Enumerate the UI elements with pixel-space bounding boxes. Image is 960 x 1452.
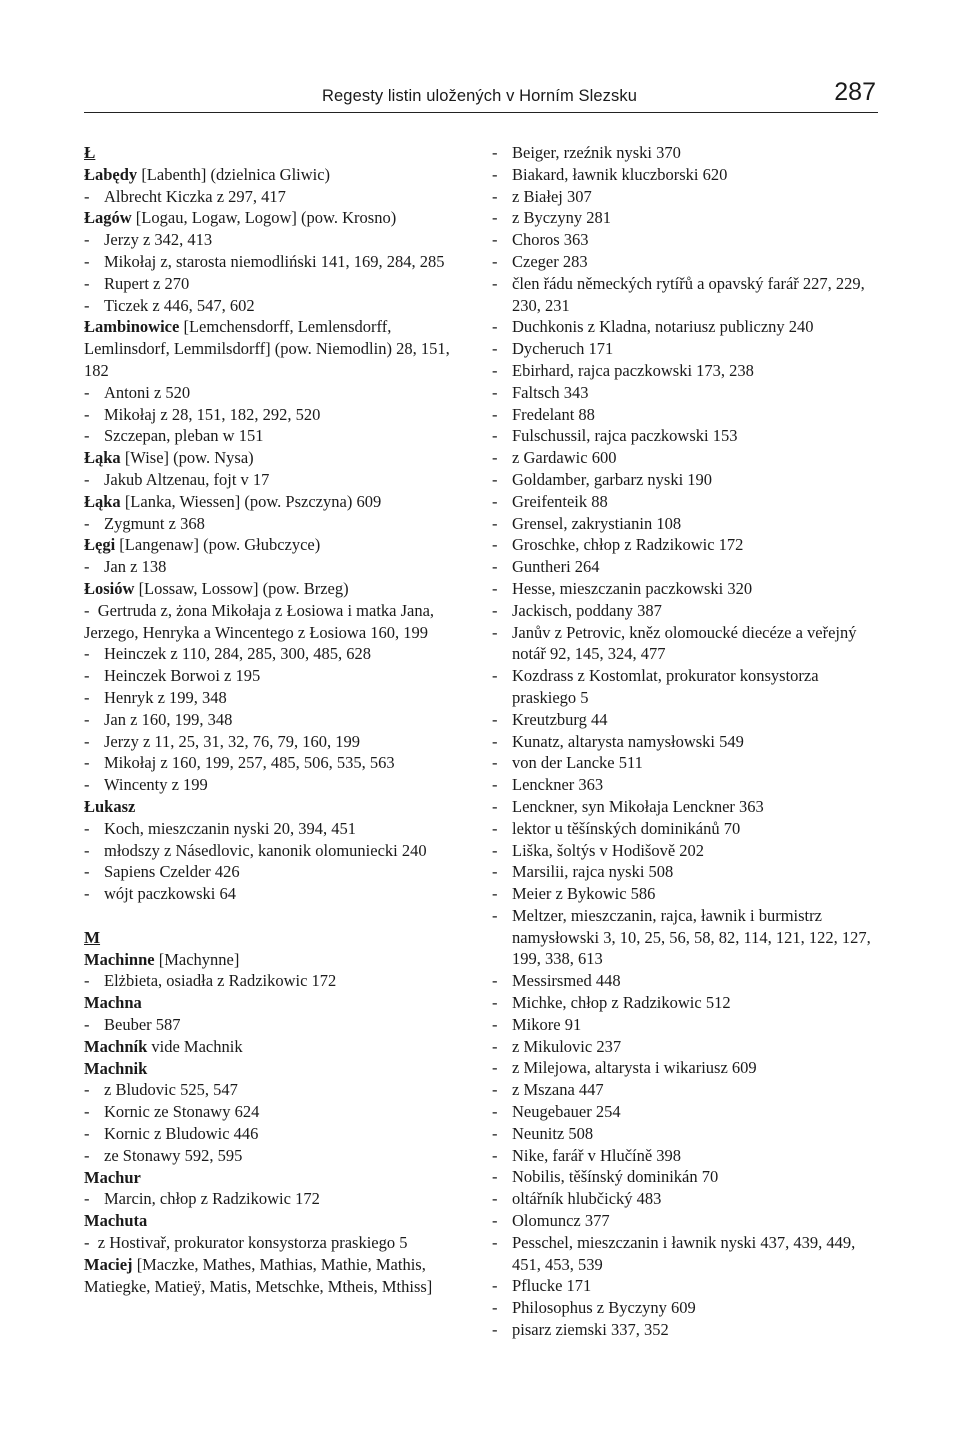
dash-marker: -	[84, 644, 90, 664]
index-subentry	[84, 709, 464, 731]
dash-marker: -	[492, 905, 498, 925]
index-subentry	[492, 1123, 882, 1145]
entry-headword: Łąka	[84, 448, 121, 468]
dash-marker: -	[84, 295, 90, 315]
index-subentry	[84, 1145, 464, 1167]
index-entry	[84, 491, 464, 513]
subentry-text: ze Stonawy 592, 595	[104, 1145, 243, 1165]
subentry-text: Duchkonis z Kladna, notariusz publiczny 240	[512, 317, 814, 337]
entry-details: [Lemchensdorff, Lemlensdorff, Lemlinsdorf, Lemmilsdorff] (pow. Niemodlin) 28, 151, 182	[84, 317, 450, 380]
dash-marker: -	[84, 731, 90, 751]
dash-marker: -	[84, 1189, 90, 1209]
subentry-text: Rupert z 270	[104, 273, 190, 293]
subentry-text: Pesschel, mieszczanin i ławnik nyski 437, 439, 449, 451, 453, 539	[512, 1232, 856, 1274]
subentry-text: Liška, šoltýs v Hodišově 202	[512, 840, 705, 860]
index-subentry	[492, 905, 882, 970]
dash-marker: -	[84, 469, 90, 489]
index-entry	[84, 796, 464, 818]
dash-marker: -	[84, 1233, 98, 1253]
subentry-text: Ebirhard, rajca paczkowski 173, 238	[512, 360, 754, 380]
dash-marker: -	[492, 1102, 498, 1122]
dash-marker: -	[492, 775, 498, 795]
index-subentry	[492, 556, 882, 578]
entry-details: vide Machnik	[147, 1036, 243, 1056]
entry-headword: Łęgi	[84, 535, 116, 555]
index-subentry	[492, 338, 882, 360]
dash-marker: -	[492, 1276, 498, 1296]
subentry-text: Fulschussil, rajca paczkowski 153	[512, 426, 738, 446]
entry-headword: Łąka	[84, 491, 121, 511]
subentry-text: Kunatz, altarysta namysłowski 549	[512, 731, 744, 751]
dash-marker: -	[492, 448, 498, 468]
dash-marker: -	[84, 513, 90, 533]
index-subentry	[492, 229, 882, 251]
subentry-text: Jakub Altzenau, fojt v 17	[104, 469, 270, 489]
page-number: 287	[834, 78, 876, 106]
subentry-text: Jan z 138	[104, 557, 167, 577]
index-subentry	[492, 796, 882, 818]
subentry-text: Biakard, ławnik kluczborski 620	[512, 164, 728, 184]
index-entry	[84, 992, 464, 1014]
subentry-text: Heinczek Borwoi z 195	[104, 666, 261, 686]
subentry-text: z Mikulovic 237	[512, 1036, 622, 1056]
dash-marker: -	[84, 709, 90, 729]
subentry-text: Marcin, chłop z Radzikowic 172	[104, 1189, 320, 1209]
dash-marker: -	[492, 753, 498, 773]
index-subentry	[492, 1275, 882, 1297]
subentry-text: Dycheruch 171	[512, 339, 614, 359]
dash-marker: -	[492, 1145, 498, 1165]
dash-marker: -	[84, 971, 90, 991]
dash-marker: -	[492, 666, 498, 686]
index-subentry	[492, 186, 882, 208]
dash-marker: -	[492, 513, 498, 533]
index-subentry	[84, 752, 464, 774]
dash-marker: -	[492, 1167, 498, 1187]
subentry-text: pisarz ziemski 337, 352	[512, 1320, 669, 1340]
index-column-right	[492, 142, 882, 1341]
subentry-text: Albrecht Kiczka z 297, 417	[104, 186, 286, 206]
subentry-text: Kreutzburg 44	[512, 709, 608, 729]
entry-details: [Lossaw, Lossow] (pow. Brzeg)	[134, 578, 349, 598]
dash-marker: -	[492, 143, 498, 162]
dash-marker: -	[492, 186, 498, 206]
entry-details: [Logau, Logaw, Logow] (pow. Krosno)	[131, 208, 397, 228]
index-subentry	[492, 1297, 882, 1319]
dash-marker: -	[492, 469, 498, 489]
subentry-text: von der Lancke 511	[512, 753, 643, 773]
index-subentry	[492, 861, 882, 883]
index-subentry	[84, 687, 464, 709]
index-subentry	[492, 447, 882, 469]
dash-marker: -	[84, 273, 90, 293]
index-subentry	[492, 840, 882, 862]
subentry-text: Beuber 587	[104, 1015, 181, 1035]
dash-marker: -	[84, 1015, 90, 1035]
subentry-text: Mikołaj z 28, 151, 182, 292, 520	[104, 404, 321, 424]
index-subentry	[492, 469, 882, 491]
subentry-text: Gertruda z, żona Mikołaja z Łosiowa i matka Jana, Jerzego, Henryka a Wincentego z Łosiowa 160, 199	[84, 600, 435, 642]
index-subentry	[84, 1101, 464, 1123]
dash-marker: -	[492, 600, 498, 620]
subentry-text: Nike, farář v Hlučíně 398	[512, 1145, 682, 1165]
index-subentry	[492, 1036, 882, 1058]
entry-headword: Machuta	[84, 1211, 148, 1231]
index-subentry	[84, 295, 464, 317]
dash-marker: -	[492, 339, 498, 359]
dash-marker: -	[492, 164, 498, 184]
dash-marker: -	[492, 818, 498, 838]
entry-headword: Machur	[84, 1167, 141, 1187]
index-subentry	[84, 840, 464, 862]
subentry-text: Koch, mieszczanin nyski 20, 394, 451	[104, 818, 357, 838]
index-subentry	[492, 207, 882, 229]
dash-marker: -	[492, 971, 498, 991]
subentry-text: Goldamber, garbarz nyski 190	[512, 469, 713, 489]
dash-marker: -	[84, 1124, 90, 1144]
dash-marker: -	[84, 382, 90, 402]
subentry-text: Kornic ze Stonawy 624	[104, 1102, 260, 1122]
subentry-text: wójt paczkowski 64	[104, 884, 236, 904]
index-subentry	[492, 491, 882, 513]
running-title: Regesty listin uložených v Horním Slezsku	[322, 87, 637, 105]
running-header	[84, 80, 880, 116]
index-subentry	[492, 1145, 882, 1167]
dash-marker: -	[492, 884, 498, 904]
subentry-text: Jan z 160, 199, 348	[104, 709, 233, 729]
subentry-text: z Milejowa, altarysta i wikariusz 609	[512, 1058, 757, 1078]
index-subentry	[84, 665, 464, 687]
subentry-text: Wincenty z 199	[104, 775, 208, 795]
entry-headword: Maciej	[84, 1254, 133, 1274]
dash-marker: -	[492, 731, 498, 751]
index-subentry	[492, 251, 882, 273]
section-letter: Ł	[84, 143, 96, 162]
dash-marker: -	[84, 840, 90, 860]
subentry-text: z Byczyny 281	[512, 208, 611, 228]
dash-marker: -	[84, 753, 90, 773]
subentry-text: Faltsch 343	[512, 382, 589, 402]
index-entry	[84, 1254, 464, 1298]
index-subentry	[84, 404, 464, 426]
index-subentry	[492, 774, 882, 796]
subentry-text: Guntheri 264	[512, 557, 600, 577]
subentry-text: Nobilis, těšínský dominikán 70	[512, 1167, 719, 1187]
dash-marker: -	[84, 1145, 90, 1165]
entry-headword: Łagów	[84, 208, 132, 228]
subentry-text: Fredelant 88	[512, 404, 595, 424]
subentry-text: Czeger 283	[512, 251, 588, 271]
subentry-text: Mikołaj z 160, 199, 257, 485, 506, 535, 563	[104, 753, 395, 773]
index-subentry	[84, 1188, 464, 1210]
subentry-text: Meier z Bykowic 586	[512, 884, 656, 904]
index-subentry	[492, 1079, 882, 1101]
subentry-text: Philosophus z Byczyny 609	[512, 1298, 696, 1318]
index-subentry	[492, 752, 882, 774]
subentry-text: Szczepan, pleban w 151	[104, 426, 264, 446]
subentry-text: Jerzy z 11, 25, 31, 32, 76, 79, 160, 199	[104, 731, 361, 751]
dash-marker: -	[492, 1298, 498, 1318]
subentry-text: z Hostivař, prokurator konsystorza praskiego 5	[97, 1233, 408, 1253]
dash-marker: -	[84, 666, 90, 686]
index-subentry	[492, 992, 882, 1014]
index-subentry	[492, 622, 882, 666]
index-subentry	[84, 513, 464, 535]
subentry-text: z Gardawic 600	[512, 448, 617, 468]
index-entry	[84, 1210, 464, 1232]
index-subentry	[492, 970, 882, 992]
dash-marker: -	[492, 862, 498, 882]
dash-marker: -	[492, 535, 498, 555]
index-subentry	[492, 709, 882, 731]
subentry-text: Ticzek z 446, 547, 602	[104, 295, 255, 315]
dash-marker: -	[492, 1211, 498, 1231]
subentry-text: z Białej 307	[512, 186, 592, 206]
subentry-text: Grensel, zakrystianin 108	[512, 513, 682, 533]
index-subentry	[84, 186, 464, 208]
entry-headword: Machinne	[84, 949, 155, 969]
subentry-text: Marsilii, rajca nyski 508	[512, 862, 674, 882]
index-subentry	[84, 469, 464, 491]
index-subentry	[492, 1319, 882, 1341]
subentry-text: Janův z Petrovic, kněz olomoucké diecéze a veřejný notář 92, 145, 324, 477	[512, 622, 857, 664]
index-subentry	[492, 818, 882, 840]
index-entry	[84, 1036, 464, 1058]
dash-marker: -	[492, 622, 498, 642]
dash-marker: -	[84, 251, 90, 271]
subentry-text: Henryk z 199, 348	[104, 687, 227, 707]
dash-marker: -	[492, 251, 498, 271]
index-subentry	[492, 600, 882, 622]
dash-marker: -	[84, 557, 90, 577]
entry-details: [Wise] (pow. Nysa)	[120, 448, 254, 468]
subentry-text: oltářník hlubčický 483	[512, 1189, 662, 1209]
index-subentry	[492, 360, 882, 382]
entry-headword: Machnik	[84, 1058, 148, 1078]
index-subentry	[84, 1232, 464, 1254]
dash-marker: -	[492, 230, 498, 250]
entry-headword: Łukasz	[84, 796, 136, 816]
subentry-text: Greifenteik 88	[512, 491, 608, 511]
dash-marker: -	[492, 1320, 498, 1340]
index-subentry	[492, 883, 882, 905]
index-entry	[84, 207, 464, 229]
subentry-text: Jerzy z 342, 413	[104, 230, 213, 250]
entry-headword: Machna	[84, 993, 142, 1013]
subentry-text: Neugebauer 254	[512, 1102, 621, 1122]
index-subentry	[492, 1210, 882, 1232]
subentry-text: z Mszana 447	[512, 1080, 604, 1100]
index-subentry	[492, 164, 882, 186]
dash-marker: -	[492, 273, 498, 293]
dash-marker: -	[84, 1102, 90, 1122]
entry-details: [Maczke, Mathes, Mathias, Mathie, Mathis, Matiegke, Matieÿ, Matis, Metschke, Mtheis, Mthiss]	[84, 1254, 433, 1296]
subentry-text: Kornic z Bludowic 446	[104, 1124, 259, 1144]
subentry-text: Meltzer, mieszczanin, rajca, ławnik i burmistrz namysłowski 3, 10, 25, 56, 58, 82, 114, 121, 122, 127, 199, 338, 613	[512, 905, 871, 969]
dash-marker: -	[492, 1189, 498, 1209]
dash-marker: -	[84, 884, 90, 904]
dash-marker: -	[492, 1058, 498, 1078]
index-subentry	[492, 273, 882, 317]
dash-marker: -	[84, 186, 90, 206]
index-subentry	[84, 643, 464, 665]
section-gap	[84, 905, 464, 927]
index-column-left	[84, 142, 464, 1297]
dash-marker: -	[492, 426, 498, 446]
index-subentry	[492, 1166, 882, 1188]
index-subentry	[492, 665, 882, 709]
index-subentry	[84, 600, 464, 644]
index-subentry	[84, 818, 464, 840]
index-entry	[84, 164, 464, 186]
index-subentry	[84, 861, 464, 883]
dash-marker: -	[492, 317, 498, 337]
entry-details: [Machynne]	[154, 949, 240, 969]
index-subentry	[84, 382, 464, 404]
entry-headword: Łosiów	[84, 578, 135, 598]
dash-marker: -	[84, 404, 90, 424]
index-subentry	[492, 1188, 882, 1210]
index-subentry	[84, 883, 464, 905]
subentry-text: z Bludovic 525, 547	[104, 1080, 238, 1100]
subentry-text: Mikore 91	[512, 1014, 582, 1034]
entry-headword: Łambinowice	[84, 317, 180, 337]
index-entry	[84, 1058, 464, 1080]
dash-marker: -	[492, 208, 498, 228]
index-subentry	[84, 1079, 464, 1101]
subentry-text: Michke, chłop z Radzikowic 512	[512, 993, 731, 1013]
subentry-text: Lenckner, syn Mikołaja Lenckner 363	[512, 796, 764, 816]
subentry-text: Messirsmed 448	[512, 971, 621, 991]
header-rule	[84, 112, 878, 113]
subentry-text: lektor u těšínských dominikánů 70	[512, 818, 741, 838]
subentry-text: młodszy z Násedlovic, kanonik olomuniecki 240	[104, 840, 427, 860]
subentry-text: Zygmunt z 368	[104, 513, 205, 533]
index-entry	[84, 949, 464, 971]
dash-marker: -	[84, 862, 90, 882]
subentry-text: Kozdrass z Kostomlat, prokurator konsystorza praskiego 5	[512, 666, 819, 707]
index-subentry	[84, 273, 464, 295]
index-subentry	[492, 316, 882, 338]
index-subentry	[492, 1232, 882, 1276]
index-subentry	[492, 534, 882, 556]
entry-details: [Lanka, Wiessen] (pow. Pszczyna) 609	[120, 491, 382, 511]
index-subentry	[492, 382, 882, 404]
index-subentry	[492, 731, 882, 753]
subentry-text: Beiger, rzeźnik nyski 370	[512, 143, 681, 162]
dash-marker: -	[84, 1080, 90, 1100]
index-subentry	[84, 251, 464, 273]
subentry-text: Mikołaj z, starosta niemodliński 141, 169, 284, 285	[104, 251, 445, 271]
dash-marker: -	[492, 578, 498, 598]
index-subentry	[492, 513, 882, 535]
subentry-text: Lenckner 363	[512, 775, 604, 795]
subentry-text: Elżbieta, osiadła z Radzikowic 172	[104, 971, 337, 991]
dash-marker: -	[84, 775, 90, 795]
index-subentry	[492, 578, 882, 600]
index-subentry	[84, 1123, 464, 1145]
index-entry	[84, 578, 464, 600]
dash-marker: -	[84, 818, 90, 838]
dash-marker: -	[492, 993, 498, 1013]
index-entry	[84, 447, 464, 469]
index-subentry	[492, 404, 882, 426]
subentry-text: Groschke, chłop z Radzikowic 172	[512, 535, 744, 555]
subentry-text: Pflucke 171	[512, 1276, 592, 1296]
index-subentry	[492, 1057, 882, 1079]
dash-marker: -	[492, 1232, 498, 1252]
subentry-text: Antoni z 520	[104, 382, 191, 402]
subentry-text: člen řádu německých rytířů a opavský farář 227, 229, 230, 231	[512, 273, 865, 315]
subentry-text: Olomuncz 377	[512, 1211, 610, 1231]
entry-details: [Langenaw] (pow. Głubczyce)	[115, 535, 321, 555]
dash-marker: -	[84, 230, 90, 250]
subentry-text: Jackisch, poddany 387	[512, 600, 662, 620]
subentry-text: Choros 363	[512, 230, 589, 250]
subentry-text: Heinczek z 110, 284, 285, 300, 485, 628	[104, 644, 372, 664]
index-subentry	[492, 425, 882, 447]
dash-marker: -	[492, 382, 498, 402]
section-letter: M	[84, 927, 101, 947]
dash-marker: -	[492, 709, 498, 729]
dash-marker: -	[492, 557, 498, 577]
dash-marker: -	[84, 600, 98, 620]
index-subentry	[84, 425, 464, 447]
dash-marker: -	[492, 1014, 498, 1034]
entry-details: [Labenth] (dzielnica Gliwic)	[137, 164, 331, 184]
subentry-text: Hesse, mieszczanin paczkowski 320	[512, 578, 753, 598]
index-subentry	[84, 1014, 464, 1036]
dash-marker: -	[492, 360, 498, 380]
dash-marker: -	[492, 1036, 498, 1056]
index-subentry	[84, 774, 464, 796]
index-subentry	[492, 1101, 882, 1123]
index-subentry	[84, 229, 464, 251]
dash-marker: -	[84, 426, 90, 446]
index-subentry	[84, 970, 464, 992]
index-subentry	[492, 142, 882, 164]
dash-marker: -	[492, 1123, 498, 1143]
dash-marker: -	[492, 1080, 498, 1100]
subentry-text: Sapiens Czelder 426	[104, 862, 240, 882]
dash-marker: -	[492, 796, 498, 816]
index-subentry	[84, 556, 464, 578]
index-entry	[84, 316, 464, 381]
dash-marker: -	[492, 491, 498, 511]
dash-marker: -	[84, 687, 90, 707]
dash-marker: -	[492, 404, 498, 424]
index-subentry	[492, 1014, 882, 1036]
subentry-text: Neunitz 508	[512, 1123, 594, 1143]
dash-marker: -	[492, 840, 498, 860]
entry-headword: Łabędy	[84, 164, 138, 184]
index-entry	[84, 1167, 464, 1189]
index-subentry	[84, 731, 464, 753]
index-entry	[84, 534, 464, 556]
entry-headword: Machník	[84, 1036, 148, 1056]
